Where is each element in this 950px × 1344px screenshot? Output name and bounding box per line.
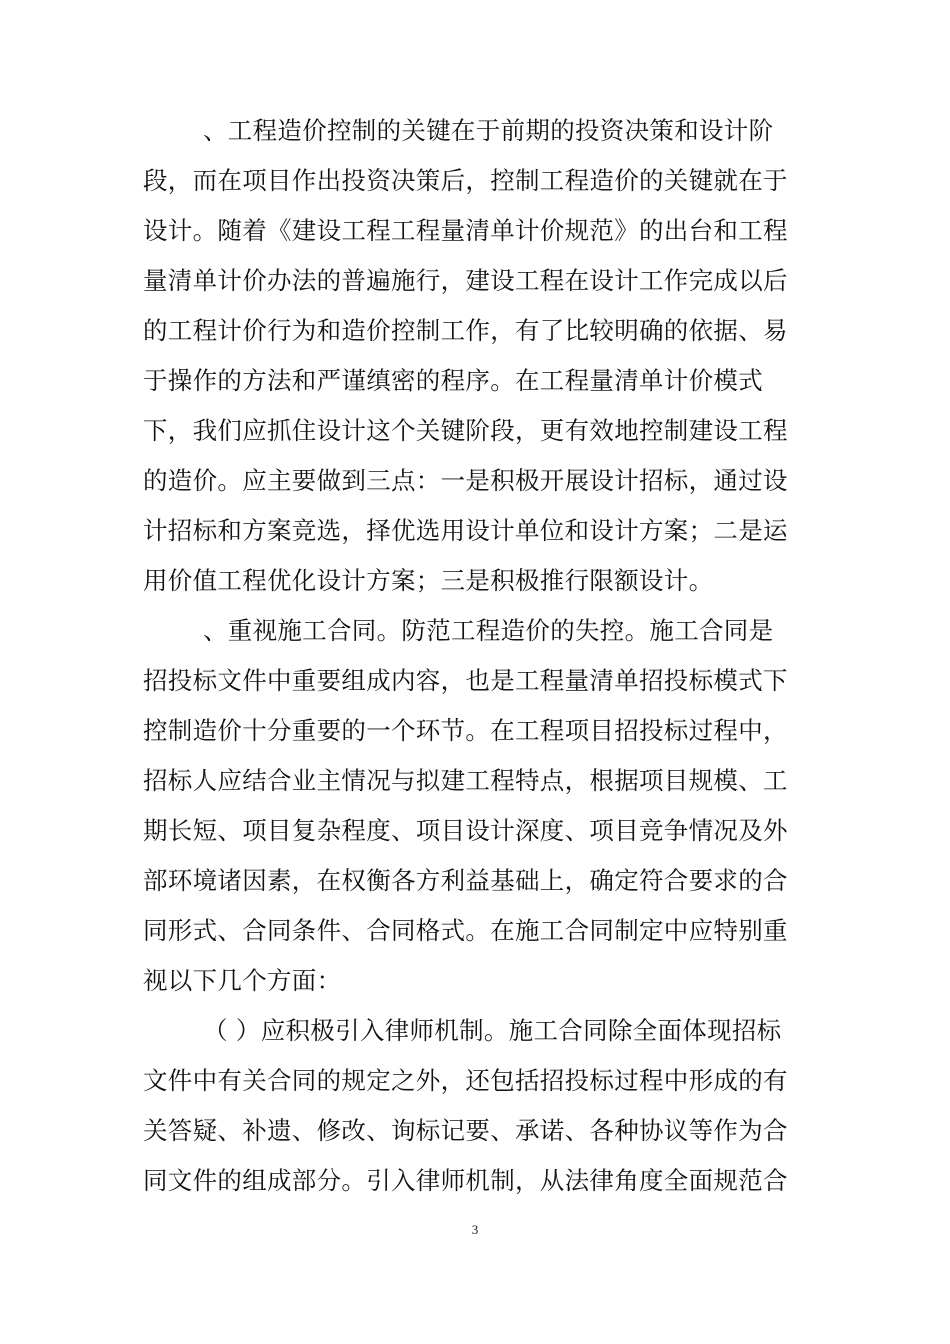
text-line: 的工程计价行为和造价控制工作，有了比较明确的依据、易: [143, 316, 788, 345]
paragraph-lawyer-mechanism: [143, 1006, 813, 1206]
text-line: 设计。随着《建设工程工程量清单计价规范》的出台和工程: [143, 216, 788, 245]
text-line: 、工程造价控制的关键在于前期的投资决策和设计阶: [203, 116, 774, 145]
text-line: 于操作的方法和严谨缜密的程序。在工程量清单计价模式: [143, 366, 763, 395]
text-line: 计招标和方案竞选，择优选用设计单位和设计方案；二是运: [143, 516, 788, 545]
text-line: 部环境诸因素，在权衡各方利益基础上，确定符合要求的合: [143, 866, 788, 895]
text-line: 量清单计价办法的普遍施行，建设工程在设计工作完成以后: [143, 266, 788, 295]
text-line: 招投标文件中重要组成内容，也是工程量清单招投标模式下: [143, 666, 788, 695]
page-number: 3: [471, 1222, 479, 1237]
body-text: [143, 106, 813, 1206]
text-line: 文件中有关合同的规定之外，还包括招投标过程中形成的有: [143, 1066, 788, 1095]
paragraph-design-stage: [143, 106, 813, 606]
paragraph-construction-contract: [143, 606, 813, 1006]
text-line: （ ）应积极引入律师机制。施工合同除全面体现招标: [203, 1016, 782, 1045]
text-line: 视以下几个方面：: [143, 966, 342, 995]
text-line: 下，我们应抓住设计这个关键阶段，更有效地控制建设工程: [143, 416, 788, 445]
text-line: 期长短、项目复杂程度、项目设计深度、项目竞争情况及外: [143, 816, 788, 845]
text-line: 招标人应结合业主情况与拟建工程特点，根据项目规模、工: [143, 766, 788, 795]
text-line: 同形式、合同条件、合同格式。在施工合同制定中应特别重: [143, 916, 788, 945]
text-line: 关答疑、补遗、修改、询标记要、承诺、各种协议等作为合: [143, 1116, 788, 1145]
text-line: 同文件的组成部分。引入律师机制，从法律角度全面规范合: [143, 1166, 788, 1195]
text-line: 段，而在项目作出投资决策后，控制工程造价的关键就在于: [143, 166, 788, 195]
text-line: 控制造价十分重要的一个环节。在工程项目招投标过程中，: [143, 716, 788, 745]
text-line: 用价值工程优化设计方案；三是积极推行限额设计。: [143, 566, 714, 595]
text-line: 的造价。应主要做到三点：一是积极开展设计招标，通过设: [143, 466, 788, 495]
text-line: 、重视施工合同。防范工程造价的失控。施工合同是: [203, 616, 774, 645]
